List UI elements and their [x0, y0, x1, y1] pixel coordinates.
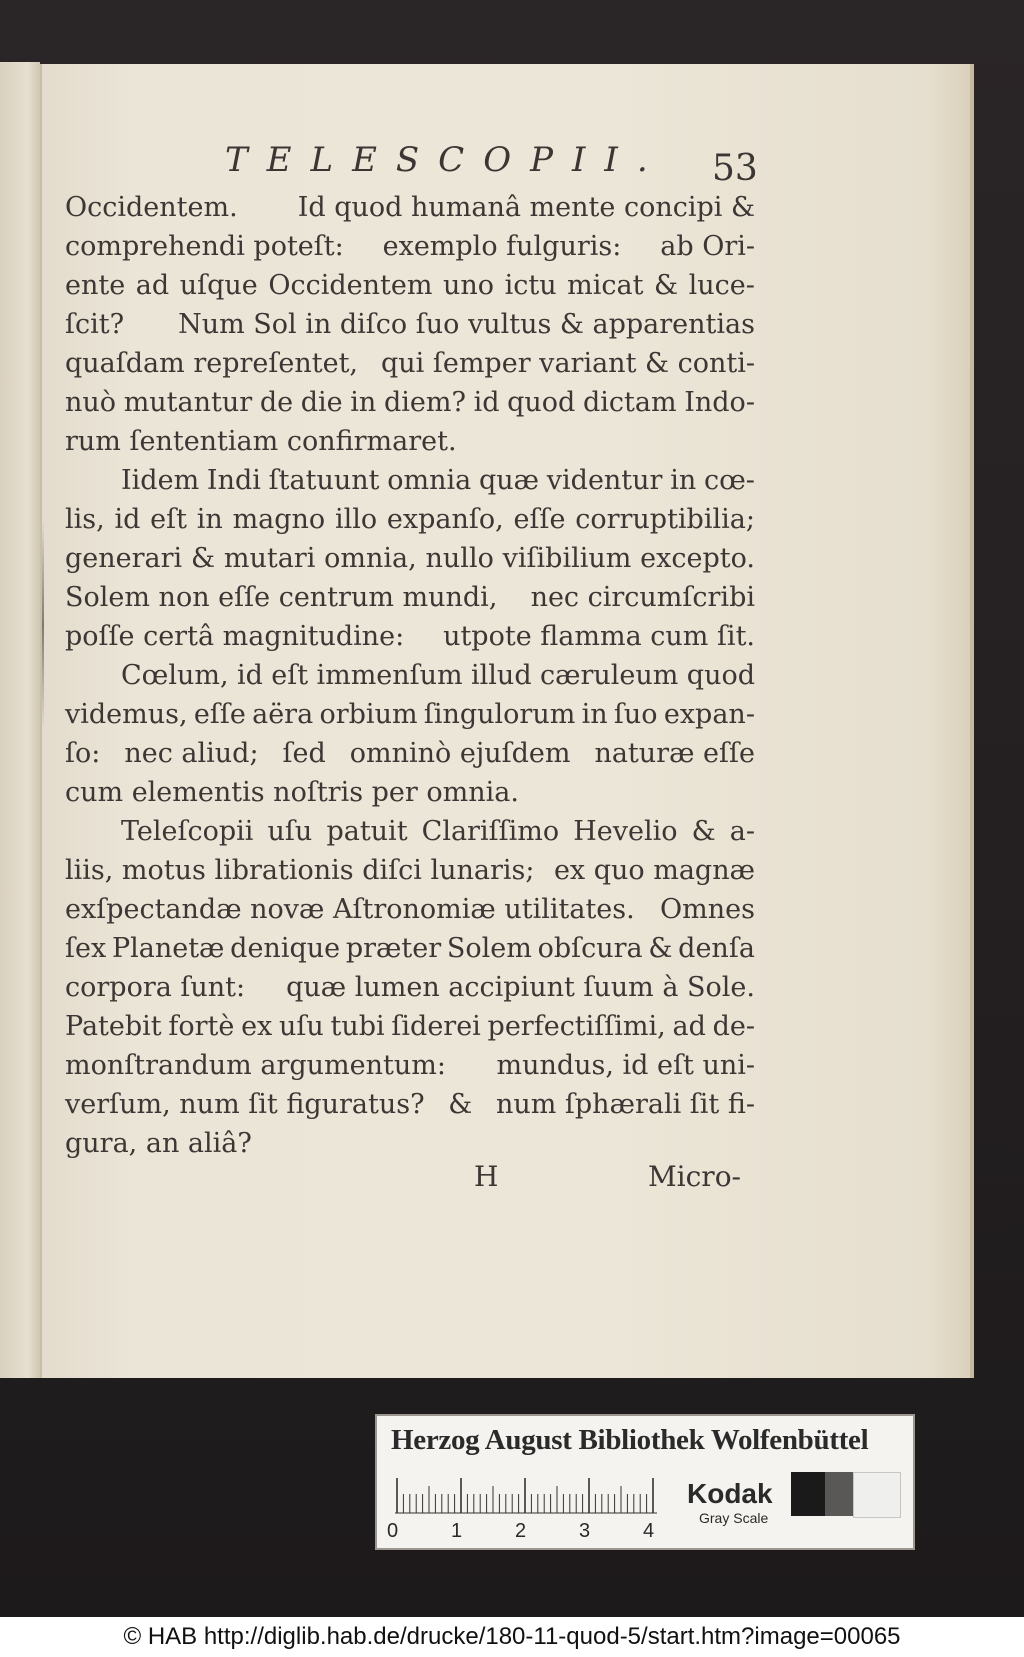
- kodak-logo: Kodak: [687, 1478, 773, 1509]
- margin-mark: [42, 520, 44, 730]
- text-line: [65, 734, 755, 773]
- ruler-number: 3: [579, 1520, 591, 1542]
- text-segment: liis, motus librationis diſci lunaris;: [65, 855, 535, 886]
- text-segment: corpora ſunt:: [65, 972, 246, 1003]
- word: die: [300, 387, 343, 418]
- text-line: [65, 851, 755, 890]
- text-segment: cum elementis noſtris per omnia.: [65, 777, 519, 808]
- word: luce-: [688, 270, 755, 301]
- text-segment: exſpectandæ novæ Aſtronomiæ utilitates.: [65, 894, 635, 925]
- word: uſque: [179, 270, 258, 301]
- text-line: [65, 227, 755, 266]
- text-segment: utpote flamma cum ſit.: [443, 621, 755, 652]
- word: mutari: [223, 543, 316, 574]
- text-line: [65, 812, 755, 851]
- text-line: [65, 383, 755, 422]
- text-segment: ſo:: [65, 738, 101, 769]
- text-segment: poſſe certâ magnitudine:: [65, 621, 405, 652]
- word: eſſe: [193, 699, 246, 730]
- text-segment: num ſphærali ſit fi-: [495, 1089, 755, 1120]
- word: nuò: [65, 387, 117, 418]
- color-calibration-card: [375, 1414, 915, 1550]
- word: excepto.: [640, 543, 755, 574]
- text-line: [65, 1085, 755, 1124]
- word: de-: [712, 1011, 755, 1042]
- text-line: [65, 773, 755, 812]
- word: Cœlum,: [121, 660, 229, 691]
- text-segment: Id quod humanâ mente concipi &: [297, 192, 755, 223]
- word: magno: [232, 504, 326, 535]
- word: diem?: [383, 387, 466, 418]
- text-segment: Occidentem.: [65, 192, 238, 223]
- word: ſtatuunt: [268, 465, 380, 496]
- light-gray-patch: [853, 1472, 901, 1518]
- text-line: [65, 500, 755, 539]
- text-line: [65, 1007, 755, 1046]
- text-segment: naturæ eſſe: [594, 738, 755, 769]
- text-segment: &: [448, 1089, 473, 1120]
- word: Hevelio: [573, 816, 678, 847]
- word: Iidem: [121, 465, 200, 496]
- word: denſa: [678, 933, 755, 964]
- word: Occidentem: [268, 270, 433, 301]
- word: quod: [507, 387, 576, 418]
- ruler-number: 0: [387, 1520, 399, 1542]
- running-head: TELESCOPII.: [225, 140, 667, 180]
- text-segment: quæ lumen accipiunt ſuum à Sole.: [286, 972, 755, 1003]
- word: uno: [443, 270, 495, 301]
- word: expanſo,: [386, 504, 504, 535]
- text-line: [65, 266, 755, 305]
- body-text: [65, 188, 755, 1163]
- word: expan-: [663, 699, 755, 730]
- word: ictu: [504, 270, 557, 301]
- text-segment: Omnes: [660, 894, 755, 925]
- text-segment: Solem non eſſe centrum mundi,: [65, 582, 498, 613]
- word: &: [654, 270, 679, 301]
- word: viſibilium: [502, 543, 632, 574]
- word: Solem: [446, 933, 532, 964]
- word: fortè: [168, 1011, 235, 1042]
- ruler-number: 4: [643, 1520, 655, 1542]
- word: in: [670, 465, 697, 496]
- word: ſiderei: [391, 1011, 481, 1042]
- text-segment: ſed: [282, 738, 326, 769]
- word: illo: [334, 504, 378, 535]
- text-line: [65, 695, 755, 734]
- word: dictam: [582, 387, 677, 418]
- gray-scale-label: Gray Scale: [699, 1510, 769, 1526]
- word: obſcura: [537, 933, 643, 964]
- text-segment: gura, an aliâ?: [65, 1128, 252, 1159]
- copyright-footer: © HAB http://diglib.hab.de/drucke/180-11-quod-5/start.htm?image=00065: [0, 1617, 1024, 1657]
- text-line: [65, 929, 755, 968]
- page-edge: [970, 64, 974, 1378]
- text-segment: nec circumſcribi: [530, 582, 755, 613]
- text-line: [65, 1046, 755, 1085]
- library-name: Herzog August Bibliothek Wolfenbüttel: [391, 1424, 869, 1456]
- word: &: [691, 816, 716, 847]
- text-line: [65, 461, 755, 500]
- word: a-: [729, 816, 755, 847]
- text-segment: verſum, num ſit figuratus?: [65, 1089, 425, 1120]
- word: videntur: [546, 465, 663, 496]
- word: id: [473, 387, 500, 418]
- previous-page-edge: [0, 62, 40, 1378]
- word: lis,: [65, 504, 105, 535]
- word: orbium: [319, 699, 418, 730]
- page-number: 53: [712, 148, 758, 189]
- text-line: [65, 305, 755, 344]
- word: in: [350, 387, 377, 418]
- word: denique: [230, 933, 341, 964]
- text-line: [65, 890, 755, 929]
- word: uſu: [279, 1011, 324, 1042]
- text-line: [65, 617, 755, 656]
- word: Teleſcopii: [121, 816, 254, 847]
- word: ſex: [65, 933, 107, 964]
- word: quod: [686, 660, 755, 691]
- text-line: [65, 188, 755, 227]
- word: mutantur: [123, 387, 253, 418]
- dark-gray-patch: [825, 1472, 853, 1516]
- word: immenſum: [316, 660, 463, 691]
- text-line: [65, 344, 755, 383]
- word: uſu: [267, 816, 313, 847]
- word: omnia,: [324, 543, 417, 574]
- word: de: [259, 387, 294, 418]
- word: cæruleum: [540, 660, 679, 691]
- word: Indo-: [684, 387, 755, 418]
- word: perfectiſſimi,: [487, 1011, 666, 1042]
- word: &: [648, 933, 673, 964]
- word: Clariſſimo: [421, 816, 560, 847]
- word: Patebit: [65, 1011, 162, 1042]
- word: tubi: [330, 1011, 385, 1042]
- word: ex: [241, 1011, 273, 1042]
- word: ſuo: [613, 699, 658, 730]
- text-line: [65, 422, 755, 461]
- word: videmus,: [65, 699, 188, 730]
- word: eſſe: [513, 504, 566, 535]
- text-segment: monſtrandum argumentum:: [65, 1050, 446, 1081]
- text-segment: nec aliud;: [124, 738, 259, 769]
- text-segment: mundus, id eſt uni-: [496, 1050, 755, 1081]
- black-patch: [791, 1472, 825, 1516]
- word: ad: [672, 1011, 706, 1042]
- text-segment: rum ſententiam confirmaret.: [65, 426, 457, 457]
- word: illud: [471, 660, 532, 691]
- word: in: [196, 504, 223, 535]
- text-line: [65, 578, 755, 617]
- word: nullo: [425, 543, 494, 574]
- text-segment: qui ſemper variant & conti-: [380, 348, 755, 379]
- ruler-number: 1: [451, 1520, 463, 1542]
- word: cœ-: [703, 465, 755, 496]
- text-line: [65, 539, 755, 578]
- text-segment: Num Sol in diſco ſuo vultus & apparentias: [178, 309, 755, 340]
- word: corruptibilia;: [575, 504, 755, 535]
- word: eſt: [150, 504, 187, 535]
- word: generari: [65, 543, 183, 574]
- text-segment: comprehendi poteſt:: [65, 231, 344, 262]
- text-segment: ſcit?: [65, 309, 125, 340]
- scale-ruler: [395, 1478, 657, 1514]
- word: patuit: [326, 816, 408, 847]
- signature-mark: H: [474, 1160, 499, 1193]
- word: præter: [345, 933, 442, 964]
- text-segment: ab Ori-: [660, 231, 755, 262]
- text-line: [65, 968, 755, 1007]
- word: in: [581, 699, 608, 730]
- ruler-number: 2: [515, 1520, 527, 1542]
- text-line: [65, 1124, 755, 1163]
- word: id: [236, 660, 263, 691]
- text-segment: exemplo fulguris:: [382, 231, 622, 262]
- text-segment: ex quo magnæ: [553, 855, 755, 886]
- word: ſingulorum: [423, 699, 576, 730]
- word: ente: [65, 270, 126, 301]
- word: id: [114, 504, 141, 535]
- word: aëra: [252, 699, 314, 730]
- word: micat: [567, 270, 644, 301]
- text-segment: omninò ejuſdem: [349, 738, 571, 769]
- word: eſt: [271, 660, 309, 691]
- word: quæ: [478, 465, 540, 496]
- word: omnia: [387, 465, 472, 496]
- text-line: [65, 656, 755, 695]
- word: Planetæ: [111, 933, 225, 964]
- text-segment: quaſdam repreſentet,: [65, 348, 359, 379]
- word: Indi: [206, 465, 261, 496]
- word: &: [191, 543, 216, 574]
- catchword: Micro-: [648, 1160, 742, 1193]
- word: ad: [135, 270, 170, 301]
